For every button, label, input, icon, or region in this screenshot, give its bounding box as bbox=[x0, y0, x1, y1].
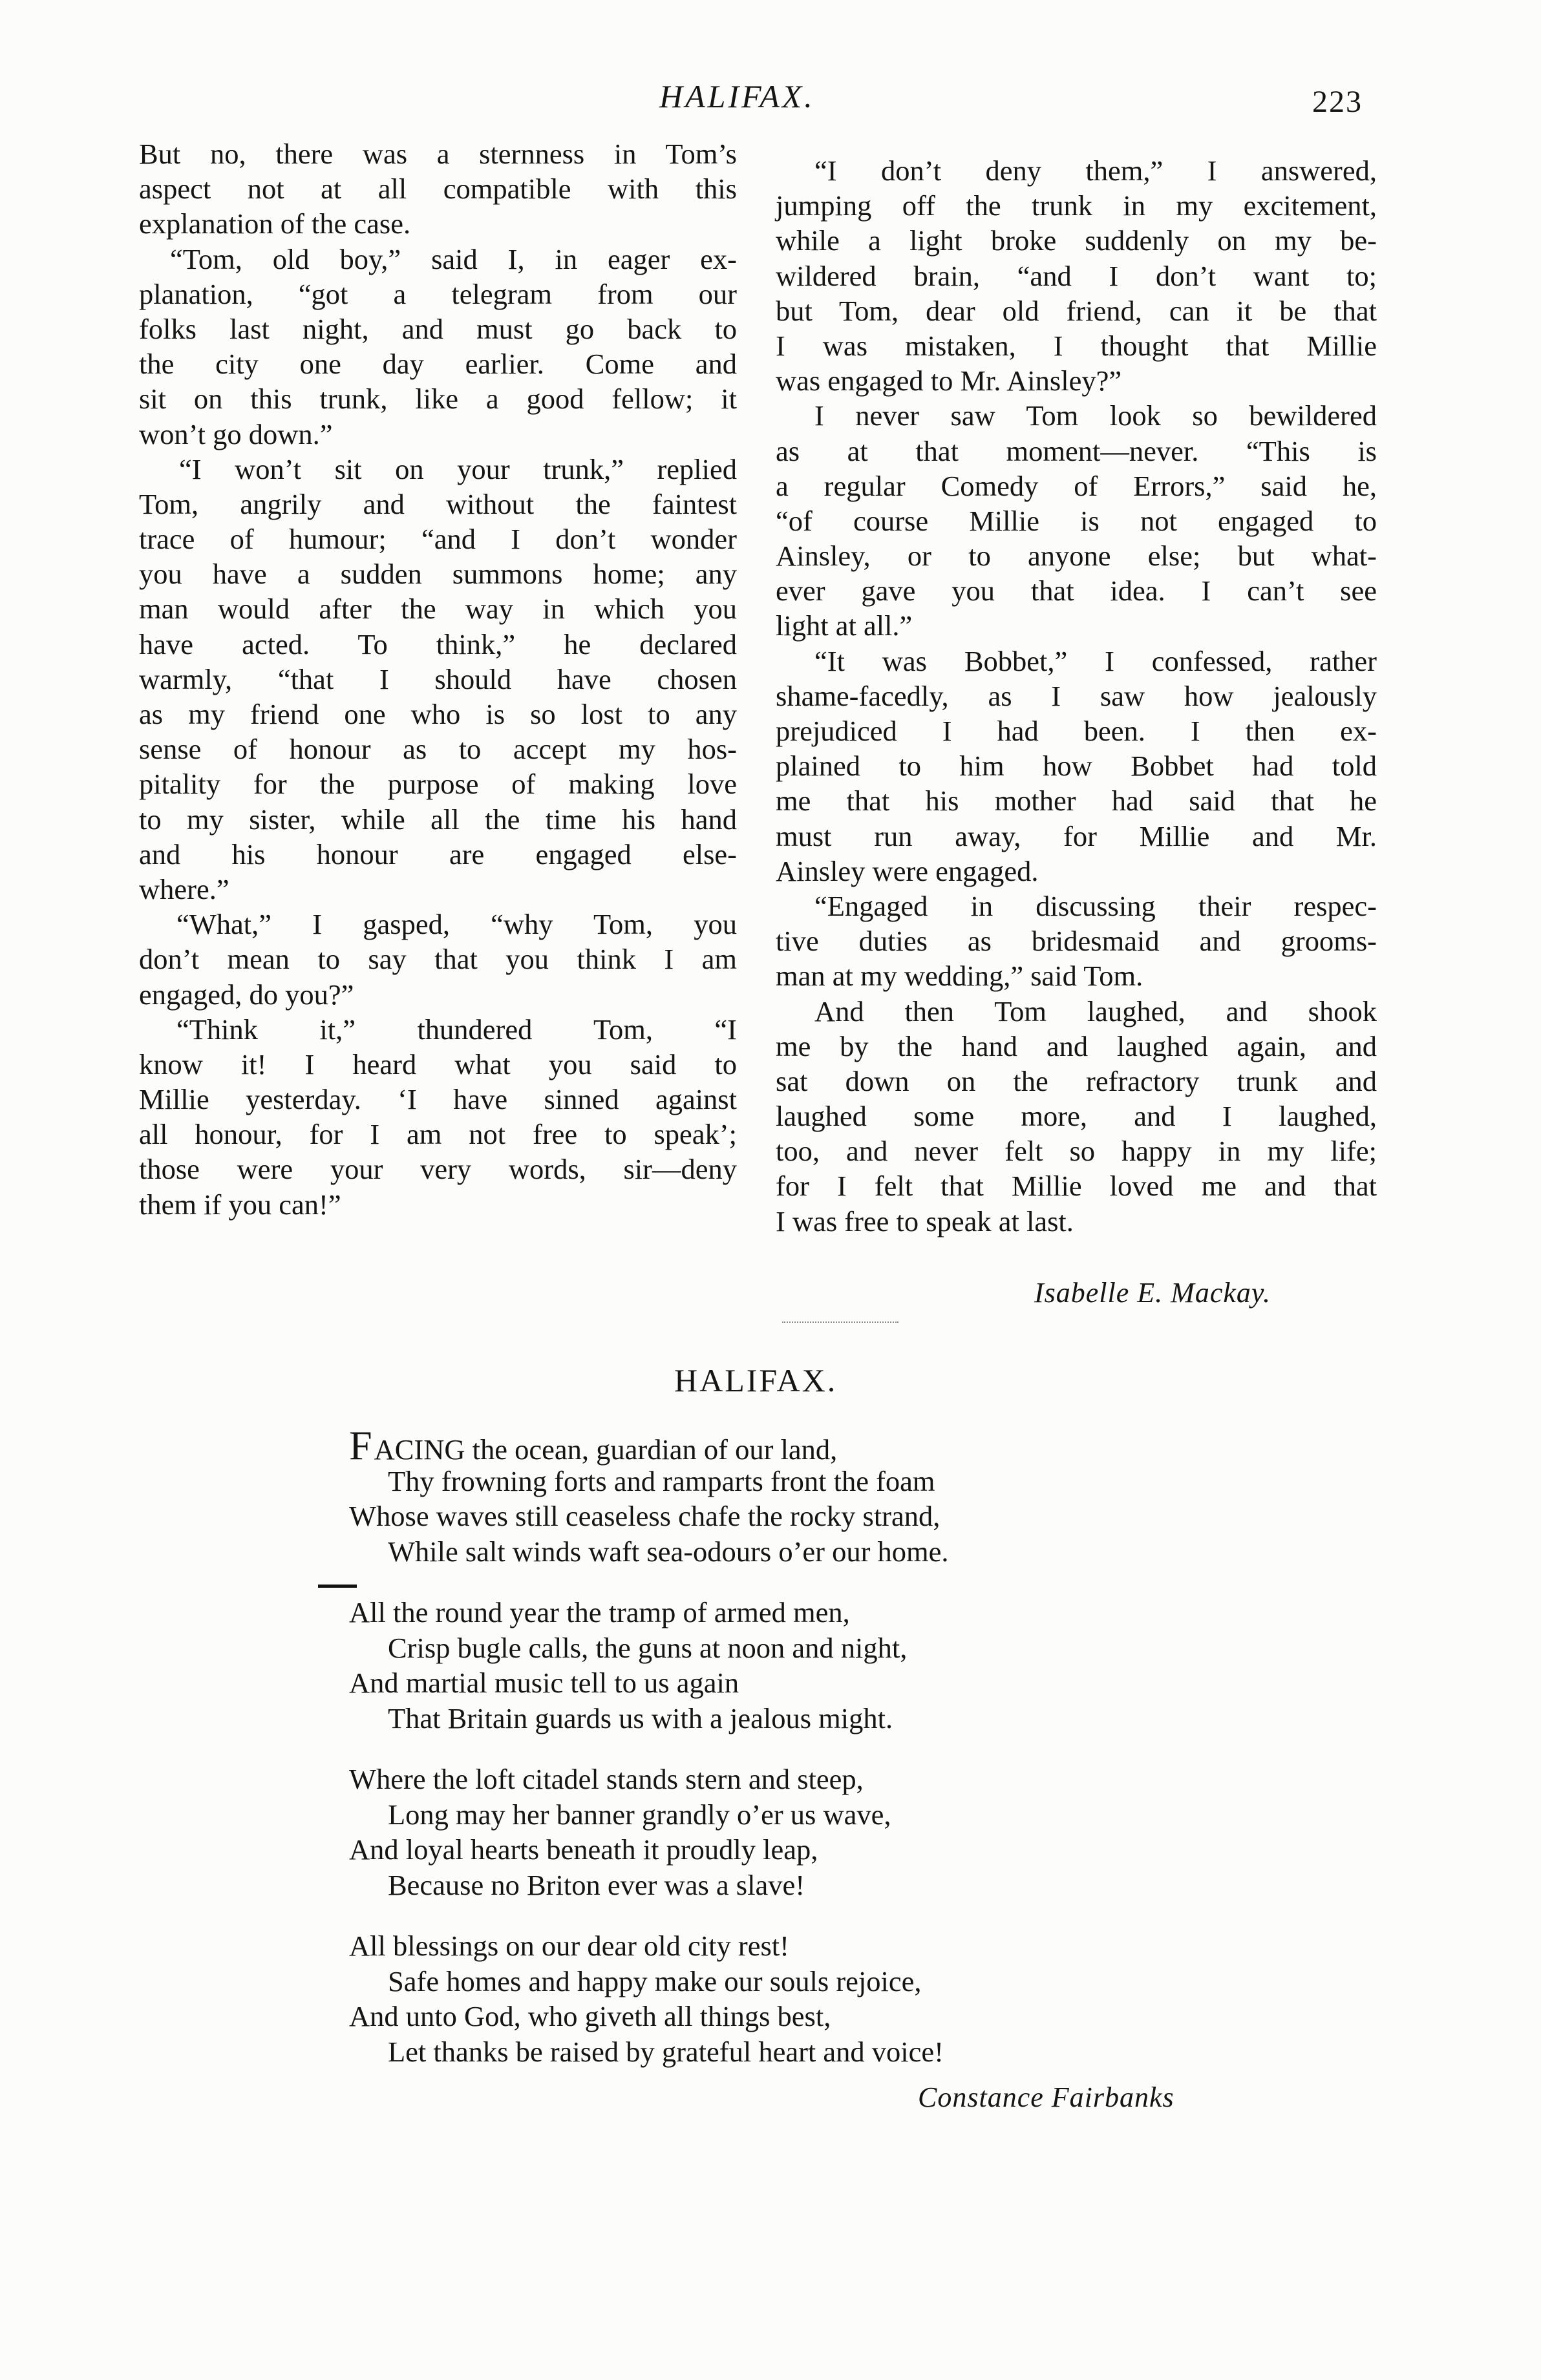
poem-line-text: ACING the ocean, guardian of our land, bbox=[374, 1433, 838, 1466]
text-line: planation, “got a telegram from our bbox=[139, 277, 737, 310]
text-line: sit on this trunk, like a good fellow; it bbox=[139, 383, 737, 416]
text-line: “Tom, old boy,” said I, in eager ex- bbox=[170, 242, 737, 275]
text-line: sense of honour as to accept my hos- bbox=[139, 733, 737, 766]
text-line: won’t go down.” bbox=[139, 417, 333, 450]
text-line: jumping off the trunk in my excitement, bbox=[776, 189, 1377, 222]
text-line: to my sister, while all the time his hand bbox=[139, 803, 737, 836]
story-author: Isabelle E. Mackay. bbox=[1034, 1277, 1271, 1309]
text-line: And then Tom laughed, and shook bbox=[814, 995, 1377, 1027]
poem-line: Long may her banner grandly o’er us wave, bbox=[388, 1798, 891, 1831]
poem-line: And martial music tell to us again bbox=[349, 1667, 739, 1699]
text-line: aspect not at all compatible with this bbox=[139, 173, 737, 205]
poem-line: Safe homes and happy make our souls rejoice, bbox=[388, 1964, 922, 1997]
text-line: as at that moment—never. “This is bbox=[776, 434, 1377, 467]
text-line: “I won’t sit on your trunk,” replied bbox=[179, 452, 737, 485]
text-line: was engaged to Mr. Ainsley?” bbox=[776, 364, 1122, 397]
text-line: must run away, for Millie and Mr. bbox=[776, 819, 1377, 852]
poem-line: Thy frowning forts and ramparts front the foam bbox=[388, 1464, 935, 1497]
text-line: while a light broke suddenly on my be- bbox=[776, 224, 1377, 257]
text-line: pitality for the purpose of making love bbox=[139, 768, 737, 801]
poem-body bbox=[349, 1422, 949, 2095]
text-line: But no, there was a sternness in Tom’s bbox=[139, 138, 737, 170]
running-title: HALIFAX. bbox=[659, 78, 815, 114]
poem-stanza bbox=[349, 1928, 949, 2069]
text-line: a regular Comedy of Errors,” said he, bbox=[776, 469, 1377, 502]
text-line: “I don’t deny them,” I answered, bbox=[814, 154, 1377, 187]
text-line: sat down on the refractory trunk and bbox=[776, 1064, 1377, 1097]
poem-stanza bbox=[349, 1422, 949, 1569]
poem-line: Crisp bugle calls, the guns at noon and night, bbox=[388, 1631, 908, 1664]
poem-stanza bbox=[349, 1762, 949, 1902]
text-line: “Engaged in discussing their respec- bbox=[814, 889, 1377, 922]
text-line: ever gave you that idea. I can’t see bbox=[776, 574, 1377, 607]
section-divider bbox=[782, 1322, 898, 1323]
poem-title: HALIFAX. bbox=[674, 1362, 838, 1398]
poem-stanza bbox=[349, 1595, 949, 1736]
drop-cap: F bbox=[349, 1422, 372, 1468]
poem-line: All blessings on our dear old city rest! bbox=[349, 1930, 789, 1962]
text-line: don’t mean to say that you think I am bbox=[139, 943, 737, 976]
poem-line: Where the loft citadel stands stern and steep, bbox=[349, 1763, 864, 1795]
text-line: folks last night, and must go back to bbox=[139, 312, 737, 345]
text-line: “It was Bobbet,” I confessed, rather bbox=[814, 644, 1377, 677]
poem-author: Constance Fairbanks bbox=[918, 2081, 1174, 2113]
text-line: “of course Millie is not engaged to bbox=[776, 504, 1377, 537]
text-line: light at all.” bbox=[776, 609, 913, 642]
text-line: them if you can!” bbox=[139, 1188, 341, 1221]
poem-line: Whose waves still ceaseless chafe the rocky strand, bbox=[349, 1500, 941, 1532]
text-line: know it! I heard what you said to bbox=[139, 1048, 737, 1080]
text-line: all honour, for I am not free to speak’; bbox=[139, 1118, 737, 1151]
text-line: warmly, “that I should have chosen bbox=[139, 662, 737, 695]
text-line: plained to him how Bobbet had told bbox=[776, 750, 1377, 783]
text-line: I was mistaken, I thought that Millie bbox=[776, 329, 1377, 362]
poem-line: Let thanks be raised by grateful heart and voice! bbox=[388, 2035, 944, 2068]
text-line: as my friend one who is so lost to any bbox=[139, 698, 737, 730]
text-line: Ainsley were engaged. bbox=[776, 854, 1039, 887]
text-line: and his honour are engaged else- bbox=[139, 837, 737, 870]
text-line: wildered brain, “and I don’t want to; bbox=[776, 259, 1377, 292]
text-line: you have a sudden summons home; any bbox=[139, 558, 737, 591]
left-column bbox=[139, 136, 737, 1222]
text-line: “What,” I gasped, “why Tom, you bbox=[176, 908, 737, 941]
text-line: tive duties as bridesmaid and grooms- bbox=[776, 925, 1377, 958]
text-line: “Think it,” thundered Tom, “I bbox=[176, 1013, 737, 1046]
text-line: but Tom, dear old friend, can it be that bbox=[776, 294, 1377, 327]
text-line: those were your very words, sir—deny bbox=[139, 1153, 737, 1186]
text-line: prejudiced I had been. I then ex- bbox=[776, 715, 1377, 747]
text-line: Millie yesterday. ‘I have sinned against bbox=[139, 1083, 737, 1116]
text-line: man at my wedding,” said Tom. bbox=[776, 960, 1143, 993]
text-line: too, and never felt so happy in my life; bbox=[776, 1135, 1377, 1168]
text-line: I never saw Tom look so bewildered bbox=[814, 399, 1377, 432]
poem-line: And loyal hearts beneath it proudly leap, bbox=[349, 1833, 818, 1866]
text-line: the city one day earlier. Come and bbox=[139, 348, 737, 381]
text-line: where.” bbox=[139, 872, 229, 905]
poem-line: All the round year the tramp of armed men, bbox=[349, 1596, 850, 1628]
poem-line: That Britain guards us with a jealous might. bbox=[388, 1701, 893, 1734]
text-line: for I felt that Millie loved me and that bbox=[776, 1170, 1377, 1203]
poem-line bbox=[349, 1422, 949, 1468]
poem-line: While salt winds waft sea-odours o’er our home. bbox=[388, 1535, 949, 1568]
text-line: have acted. To think,” he declared bbox=[139, 627, 737, 660]
text-line: trace of humour; “and I don’t wonder bbox=[139, 523, 737, 556]
poem-line: And unto God, who giveth all things best, bbox=[349, 2000, 831, 2032]
text-line: I was free to speak at last. bbox=[776, 1205, 1074, 1237]
text-line: Tom, angrily and without the faintest bbox=[139, 487, 737, 520]
text-line: explanation of the case. bbox=[139, 207, 411, 240]
text-line: engaged, do you?” bbox=[139, 978, 354, 1011]
page-number: 223 bbox=[1312, 85, 1363, 119]
text-line: Ainsley, or to anyone else; but what- bbox=[776, 540, 1377, 573]
right-column bbox=[776, 153, 1377, 1239]
text-line: shame-facedly, as I saw how jealously bbox=[776, 679, 1377, 712]
text-line: me by the hand and laughed again, and bbox=[776, 1029, 1377, 1062]
text-line: me that his mother had said that he bbox=[776, 785, 1377, 817]
text-line: man would after the way in which you bbox=[139, 593, 737, 626]
poem-line: Because no Briton ever was a slave! bbox=[388, 1868, 805, 1901]
text-line: laughed some more, and I laughed, bbox=[776, 1100, 1377, 1133]
